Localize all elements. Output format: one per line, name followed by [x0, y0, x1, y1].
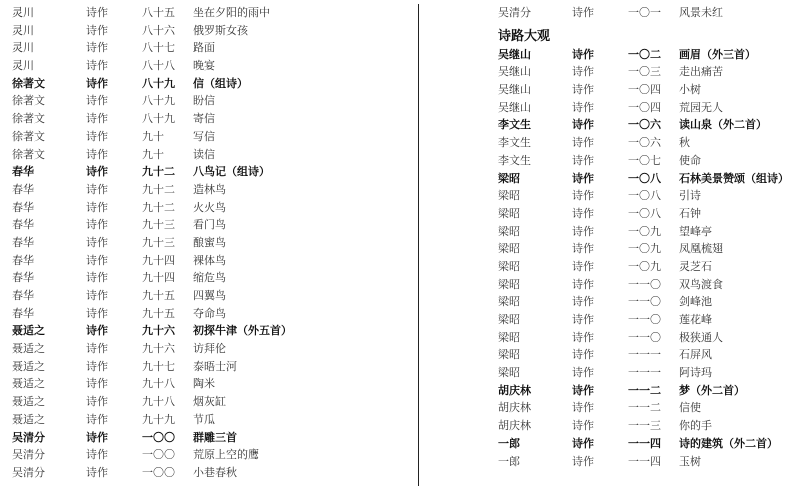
entry-page: 九十六 — [142, 342, 175, 356]
entry-author: 聂适之 — [12, 395, 45, 409]
entry-page: 一一一 — [628, 348, 661, 362]
entry-genre: 诗作 — [572, 401, 594, 415]
entry-title: 初探牛津（外五首） — [193, 324, 292, 338]
entry-page: 八十五 — [142, 6, 175, 19]
toc-entry — [498, 399, 798, 417]
entry-page: 一〇六 — [628, 136, 661, 150]
entry-genre: 诗作 — [86, 165, 108, 179]
entry-page: 一〇〇 — [142, 430, 175, 444]
entry-author: 灵川 — [12, 41, 34, 55]
toc-entry — [498, 99, 798, 117]
toc-entry — [12, 92, 412, 110]
entry-genre: 诗作 — [572, 348, 594, 362]
entry-genre: 诗作 — [86, 94, 108, 108]
entry-title: 盼信 — [193, 94, 215, 108]
toc-entry — [498, 364, 798, 382]
entry-page: 八十七 — [142, 41, 175, 55]
entry-page: 九十三 — [142, 218, 175, 232]
entry-genre: 诗作 — [572, 277, 594, 291]
entry-page: 一〇九 — [628, 242, 661, 256]
entry-author: 李文生 — [498, 118, 531, 132]
entry-title: 路面 — [193, 41, 215, 55]
toc-entry — [498, 329, 798, 347]
entry-genre: 诗作 — [86, 218, 108, 232]
toc-entry — [12, 199, 412, 217]
entry-author: 聂适之 — [12, 324, 45, 338]
entry-genre: 诗作 — [86, 359, 108, 373]
entry-page: 一〇二 — [628, 47, 661, 61]
toc-entry — [498, 81, 798, 99]
entry-author: 梁昭 — [498, 277, 520, 291]
entry-author: 吴清分 — [12, 465, 45, 479]
toc-entry — [12, 340, 412, 358]
entry-page: 九十二 — [142, 165, 175, 179]
entry-title: 使命 — [679, 153, 701, 167]
entry-genre: 诗作 — [572, 366, 594, 380]
entry-title: 石钟 — [679, 206, 701, 220]
entry-author: 梁昭 — [498, 313, 520, 326]
entry-genre: 诗作 — [572, 65, 594, 79]
entry-author: 吴继山 — [498, 83, 531, 97]
entry-page: 一〇九 — [628, 259, 661, 273]
toc-entry — [498, 382, 798, 400]
entry-author: 梁昭 — [498, 366, 520, 380]
entry-page: 八十九 — [142, 94, 175, 108]
toc-entry — [12, 305, 412, 323]
entry-author: 吴继山 — [498, 100, 531, 114]
toc-entry — [498, 453, 798, 471]
entry-author: 梁昭 — [498, 259, 520, 273]
entry-genre: 诗作 — [86, 112, 108, 126]
entry-author: 胡庆林 — [498, 419, 531, 433]
entry-title: 裸体鸟 — [193, 253, 226, 267]
entry-genre: 诗作 — [572, 383, 594, 397]
entry-page: 九十五 — [142, 289, 175, 302]
entry-author: 聂适之 — [12, 342, 45, 356]
entry-page: 一〇八 — [628, 206, 661, 220]
entry-author: 春华 — [12, 182, 34, 196]
entry-genre: 诗作 — [572, 171, 594, 185]
entry-page: 一〇四 — [628, 83, 661, 97]
entry-title: 陶米 — [193, 377, 215, 391]
toc-entry — [498, 134, 798, 152]
entry-title: 四翼鸟 — [193, 289, 226, 302]
entry-genre: 诗作 — [86, 377, 108, 391]
entry-title: 缩危鸟 — [193, 271, 226, 285]
entry-title: 石林美景赞颂（组诗） — [679, 171, 789, 185]
entry-title: 画眉（外三首） — [679, 47, 756, 61]
entry-author: 春华 — [12, 235, 34, 249]
entry-author: 梁昭 — [498, 206, 520, 220]
entry-author: 徐著文 — [12, 94, 45, 108]
entry-title: 访拜伦 — [193, 342, 226, 356]
entry-page: 一〇〇 — [142, 448, 175, 462]
entry-genre: 诗作 — [86, 289, 108, 302]
toc-entry — [12, 146, 412, 164]
entry-genre: 诗作 — [86, 448, 108, 462]
toc-entry — [12, 393, 412, 411]
toc-left-column — [12, 4, 412, 482]
entry-page: 八十六 — [142, 23, 175, 37]
entry-page: 九十二 — [142, 200, 175, 214]
entry-page: 八十九 — [142, 112, 175, 126]
entry-genre: 诗作 — [572, 242, 594, 256]
entry-genre: 诗作 — [86, 342, 108, 356]
entry-author: 梁昭 — [498, 171, 520, 185]
entry-author: 梁昭 — [498, 330, 520, 344]
entry-author: 梁昭 — [498, 224, 520, 238]
entry-page: 一一一 — [628, 366, 661, 380]
entry-title: 烟灰缸 — [193, 395, 226, 409]
entry-page: 一一二 — [628, 383, 661, 397]
entry-page: 一〇三 — [628, 65, 661, 79]
entry-page: 九十九 — [142, 412, 175, 426]
entry-page: 一〇六 — [628, 118, 661, 132]
toc-entry — [498, 187, 798, 205]
entry-genre: 诗作 — [86, 200, 108, 214]
entry-page: 九十 — [142, 129, 164, 143]
entry-genre: 诗作 — [572, 100, 594, 114]
entry-author: 一郎 — [498, 454, 520, 468]
entry-title: 八鸟记（组诗） — [193, 165, 270, 179]
entry-page: 九十三 — [142, 235, 175, 249]
entry-author: 春华 — [12, 306, 34, 320]
entry-title: 俄罗斯女孩 — [193, 23, 248, 37]
entry-genre: 诗作 — [86, 23, 108, 37]
entry-genre: 诗作 — [572, 313, 594, 326]
entry-page: 一〇〇 — [142, 465, 175, 479]
entry-author: 灵川 — [12, 23, 34, 37]
entry-title: 夺命鸟 — [193, 306, 226, 320]
toc-entry — [498, 311, 798, 329]
entry-page: 一〇九 — [628, 224, 661, 238]
entry-page: 一一〇 — [628, 330, 661, 344]
entry-author: 一郎 — [498, 436, 520, 450]
toc-entry — [498, 46, 798, 64]
entry-author: 聂适之 — [12, 359, 45, 373]
entry-author: 徐著文 — [12, 112, 45, 126]
entry-title: 剑峰池 — [679, 295, 712, 309]
toc-entry — [12, 429, 412, 447]
toc-entry — [498, 152, 798, 170]
entry-author: 徐著文 — [12, 147, 45, 161]
toc-entry — [12, 163, 412, 181]
entry-author: 聂适之 — [12, 377, 45, 391]
entry-genre: 诗作 — [572, 454, 594, 468]
entry-title: 酿蜜鸟 — [193, 235, 226, 249]
entry-title: 坐在夕阳的雨中 — [193, 6, 270, 19]
entry-author: 吴清分 — [12, 448, 45, 462]
entry-page: 一一〇 — [628, 295, 661, 309]
toc-entry — [498, 346, 798, 364]
entry-page: 一〇四 — [628, 100, 661, 114]
entry-title: 双鸟渡食 — [679, 277, 723, 291]
toc-entry — [498, 258, 798, 276]
entry-title: 极狭通人 — [679, 330, 723, 344]
entry-author: 梁昭 — [498, 189, 520, 203]
toc-entry — [498, 4, 798, 22]
entry-page: 一一〇 — [628, 277, 661, 291]
entry-page: 一〇八 — [628, 171, 661, 185]
entry-title: 晚宴 — [193, 59, 215, 73]
toc-entry — [498, 205, 798, 223]
entry-title: 读山泉（外二首） — [679, 118, 767, 132]
entry-page: 九十 — [142, 147, 164, 161]
entry-genre: 诗作 — [572, 206, 594, 220]
toc-entry — [12, 358, 412, 376]
entry-genre: 诗作 — [86, 6, 108, 19]
section-title: 诗路大观 — [498, 28, 551, 44]
entry-author: 聂适之 — [12, 412, 45, 426]
entry-genre: 诗作 — [86, 41, 108, 55]
entry-author: 灵川 — [12, 59, 34, 73]
entry-author: 春华 — [12, 165, 34, 179]
toc-entry — [12, 464, 412, 482]
entry-page: 九十四 — [142, 253, 175, 267]
entry-title: 引诗 — [679, 189, 701, 203]
toc-entry — [12, 287, 412, 305]
entry-author: 吴继山 — [498, 65, 531, 79]
entry-title: 梦（外二首） — [679, 383, 745, 397]
entry-genre: 诗作 — [86, 395, 108, 409]
entry-title: 阿诗玛 — [679, 366, 712, 380]
entry-page: 一〇一 — [628, 6, 661, 19]
entry-title: 荒园无人 — [679, 100, 723, 114]
toc-right-column — [498, 4, 798, 470]
toc-entry — [498, 240, 798, 258]
entry-page: 九十五 — [142, 306, 175, 320]
toc-entry — [498, 293, 798, 311]
entry-genre: 诗作 — [86, 147, 108, 161]
entry-title: 荒原上空的鹰 — [193, 448, 259, 462]
toc-entry — [12, 4, 412, 22]
entry-genre: 诗作 — [86, 324, 108, 338]
entry-genre: 诗作 — [86, 59, 108, 73]
entry-genre: 诗作 — [572, 189, 594, 203]
toc-entry — [498, 435, 798, 453]
entry-genre: 诗作 — [572, 295, 594, 309]
entry-genre: 诗作 — [86, 412, 108, 426]
entry-title: 造林鸟 — [193, 182, 226, 196]
entry-title: 泰晤士河 — [193, 359, 237, 373]
toc-entry — [12, 411, 412, 429]
entry-genre: 诗作 — [86, 76, 108, 90]
entry-page: 一一〇 — [628, 313, 661, 326]
entry-genre: 诗作 — [572, 83, 594, 97]
entry-author: 春华 — [12, 289, 34, 302]
entry-title: 石屏风 — [679, 348, 712, 362]
entry-genre: 诗作 — [86, 182, 108, 196]
entry-genre: 诗作 — [86, 465, 108, 479]
entry-page: 一一三 — [628, 419, 661, 433]
entry-page: 一一四 — [628, 436, 661, 450]
entry-author: 春华 — [12, 253, 34, 267]
toc-entry — [12, 234, 412, 252]
entry-title: 凤凰梳翅 — [679, 242, 723, 256]
entry-title: 风景未红 — [679, 6, 723, 19]
entry-author: 梁昭 — [498, 348, 520, 362]
entry-page: 一一四 — [628, 454, 661, 468]
toc-entry — [12, 181, 412, 199]
entry-title: 灵芝石 — [679, 259, 712, 273]
entry-title: 你的手 — [679, 419, 712, 433]
entry-author: 吴清分 — [498, 6, 531, 19]
entry-title: 信（组诗） — [193, 76, 248, 90]
entry-page: 九十八 — [142, 377, 175, 391]
entry-title: 小巷春秋 — [193, 465, 237, 479]
entry-author: 胡庆林 — [498, 383, 531, 397]
entry-title: 小树 — [679, 83, 701, 97]
entry-genre: 诗作 — [572, 224, 594, 238]
toc-entry — [12, 75, 412, 93]
entry-genre: 诗作 — [86, 306, 108, 320]
entry-page: 一一二 — [628, 401, 661, 415]
entry-page: 九十二 — [142, 182, 175, 196]
entry-author: 徐著文 — [12, 129, 45, 143]
entry-author: 春华 — [12, 218, 34, 232]
entry-genre: 诗作 — [86, 235, 108, 249]
entry-genre: 诗作 — [86, 129, 108, 143]
column-divider — [418, 4, 419, 486]
entry-page: 一〇八 — [628, 189, 661, 203]
toc-entry — [12, 128, 412, 146]
toc-entry — [12, 22, 412, 40]
toc-entry — [12, 375, 412, 393]
entry-author: 李文生 — [498, 153, 531, 167]
entry-title: 莲花峰 — [679, 313, 712, 326]
entry-author: 胡庆林 — [498, 401, 531, 415]
entry-page: 九十六 — [142, 324, 175, 338]
toc-entry — [12, 216, 412, 234]
toc-entry — [498, 417, 798, 435]
entry-title: 读信 — [193, 147, 215, 161]
entry-title: 玉树 — [679, 454, 701, 468]
entry-author: 梁昭 — [498, 242, 520, 256]
toc-entry — [498, 170, 798, 188]
entry-author: 灵川 — [12, 6, 34, 19]
entry-genre: 诗作 — [572, 436, 594, 450]
entry-page: 八十九 — [142, 76, 175, 90]
entry-title: 节瓜 — [193, 412, 215, 426]
entry-author: 春华 — [12, 271, 34, 285]
toc-entry — [498, 223, 798, 241]
toc-entry — [12, 252, 412, 270]
entry-page: 九十七 — [142, 359, 175, 373]
entry-genre: 诗作 — [572, 6, 594, 19]
entry-title: 写信 — [193, 129, 215, 143]
entry-author: 吴清分 — [12, 430, 45, 444]
entry-page: 九十四 — [142, 271, 175, 285]
entry-title: 看门鸟 — [193, 218, 226, 232]
entry-title: 群雕三首 — [193, 430, 237, 444]
toc-entry — [498, 276, 798, 294]
entry-genre: 诗作 — [572, 118, 594, 132]
toc-entry — [12, 446, 412, 464]
toc-entry — [12, 110, 412, 128]
entry-author: 春华 — [12, 200, 34, 214]
toc-entry — [12, 57, 412, 75]
entry-genre: 诗作 — [572, 419, 594, 433]
entry-title: 望峰亭 — [679, 224, 712, 238]
toc-entry — [12, 269, 412, 287]
entry-page: 九十八 — [142, 395, 175, 409]
entry-title: 走出痛苦 — [679, 65, 723, 79]
entry-genre: 诗作 — [572, 153, 594, 167]
entry-title: 火火鸟 — [193, 200, 226, 214]
entry-genre: 诗作 — [572, 330, 594, 344]
entry-genre: 诗作 — [572, 47, 594, 61]
entry-page: 一〇七 — [628, 153, 661, 167]
entry-author: 梁昭 — [498, 295, 520, 309]
entry-genre: 诗作 — [86, 271, 108, 285]
toc-entry — [498, 63, 798, 81]
entry-genre: 诗作 — [572, 259, 594, 273]
entry-author: 徐著文 — [12, 76, 45, 90]
entry-page: 八十八 — [142, 59, 175, 73]
entry-title: 寄信 — [193, 112, 215, 126]
entry-author: 吴继山 — [498, 47, 531, 61]
toc-entry — [12, 39, 412, 57]
entry-title: 诗的建筑（外二首） — [679, 436, 778, 450]
entry-genre: 诗作 — [86, 253, 108, 267]
entry-title: 秋 — [679, 136, 690, 150]
entry-author: 李文生 — [498, 136, 531, 150]
toc-entry — [498, 116, 798, 134]
toc-entry — [12, 322, 412, 340]
entry-genre: 诗作 — [572, 136, 594, 150]
entry-title: 信使 — [679, 401, 701, 415]
entry-genre: 诗作 — [86, 430, 108, 444]
